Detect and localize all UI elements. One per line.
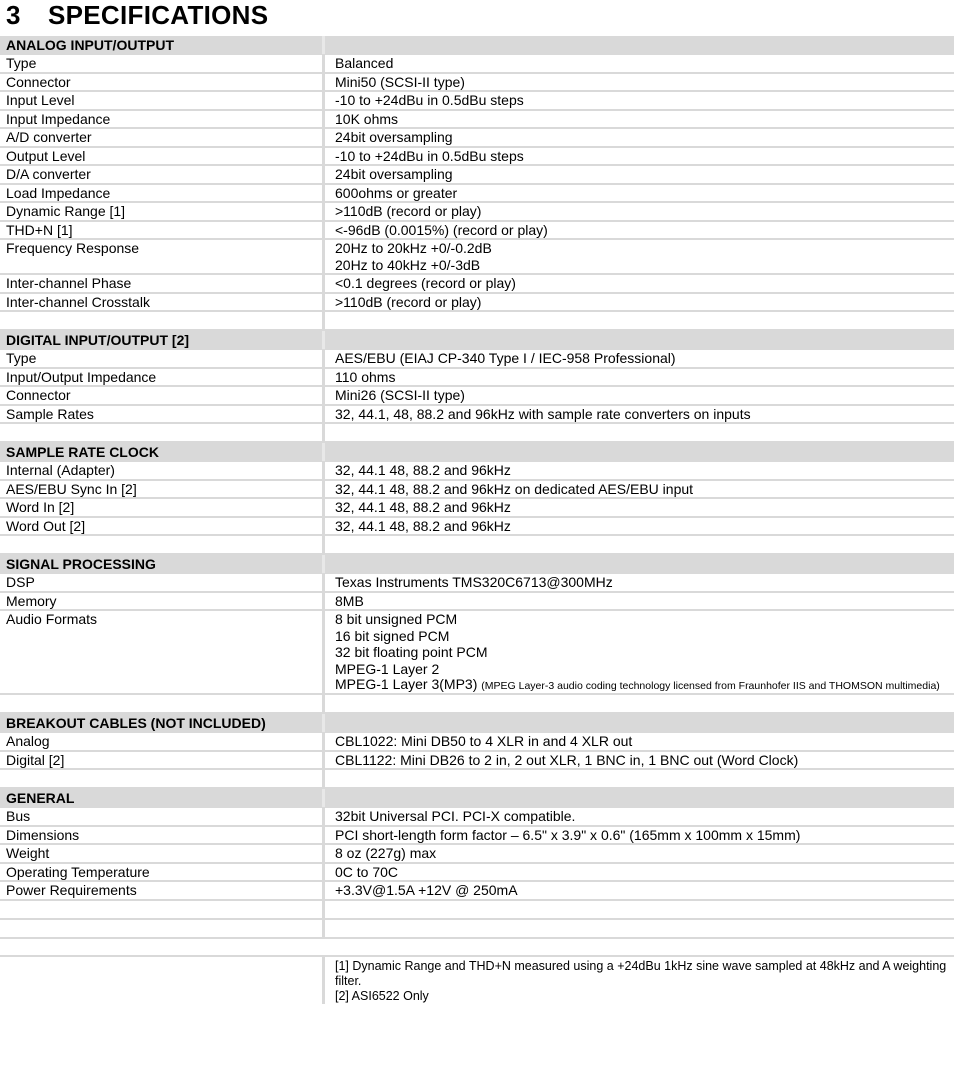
spec-label: Sample Rates — [0, 406, 325, 423]
spec-value — [325, 406, 954, 423]
spec-value — [325, 222, 954, 239]
spec-value-line: AES/EBU (EIAJ CP-340 Type I / IEC-958 Professional) — [335, 350, 676, 366]
spec-row — [0, 203, 954, 222]
spec-label: Bus — [0, 808, 325, 825]
spec-value-line: +3.3V@1.5A +12V @ 250mA — [335, 882, 518, 898]
spec-row — [0, 406, 954, 425]
section-title: BREAKOUT CABLES (NOT INCLUDED) — [0, 714, 325, 732]
footnotes-row — [0, 957, 954, 1004]
footnote: [2] ASI6522 Only — [335, 989, 429, 1003]
spec-label: A/D converter — [0, 129, 325, 146]
spec-label: Input Impedance — [0, 111, 325, 128]
spec-value-line: <-96dB (0.0015%) (record or play) — [335, 221, 548, 238]
section-header — [0, 331, 954, 350]
spec-value — [325, 574, 954, 591]
spec-label: AES/EBU Sync In [2] — [0, 481, 325, 498]
spec-row — [0, 845, 954, 864]
specifications-table — [0, 36, 954, 1004]
spec-row — [0, 593, 954, 612]
spec-row — [0, 240, 954, 275]
spec-label: Type — [0, 350, 325, 367]
section-header-cell — [325, 555, 954, 573]
spec-row — [0, 275, 954, 294]
spec-row — [0, 499, 954, 518]
spec-value — [325, 92, 954, 109]
spec-value — [325, 611, 954, 693]
spec-label: Frequency Response — [0, 240, 325, 273]
spec-value-line: Balanced — [335, 55, 394, 71]
page-title — [6, 0, 268, 30]
spec-row — [0, 166, 954, 185]
blank-cell — [0, 312, 325, 329]
spec-value — [325, 845, 954, 862]
spec-value-line: CBL1022: Mini DB50 to 4 XLR in and 4 XLR out — [335, 733, 633, 749]
spec-value — [325, 275, 954, 292]
spec-label: Inter-channel Crosstalk — [0, 294, 325, 311]
blank-row — [0, 920, 954, 939]
spec-label: Input/Output Impedance — [0, 369, 325, 386]
spec-value — [325, 864, 954, 881]
spec-value — [325, 369, 954, 386]
spec-value-line: 8 oz (227g) max — [335, 845, 437, 861]
spec-row — [0, 574, 954, 593]
spec-value-line: 0C to 70C — [335, 863, 399, 880]
spec-value — [325, 111, 954, 128]
spec-value-line: -10 to +24dBu in 0.5dBu steps — [335, 92, 524, 108]
spec-value-line: MPEG-1 Layer 2 — [335, 660, 440, 677]
blank-row — [0, 770, 954, 789]
spec-value — [325, 593, 954, 610]
spec-value-line: 8 bit unsigned PCM — [335, 611, 458, 627]
spec-label: Analog — [0, 733, 325, 750]
spec-value-line: >110dB (record or play) — [335, 203, 482, 219]
spec-value-line: 32 bit floating point PCM — [335, 644, 488, 660]
spec-value-line: Texas Instruments TMS320C6713@300MHz — [335, 574, 613, 590]
spec-label: Internal (Adapter) — [0, 462, 325, 479]
blank-row — [0, 901, 954, 920]
section-header — [0, 36, 954, 55]
section-title: SPECIFICATIONS — [48, 0, 269, 30]
footnotes-label-cell — [0, 957, 325, 1004]
spec-value-line: 110 ohms — [335, 368, 396, 385]
spec-value — [325, 203, 954, 220]
section-title: GENERAL — [0, 789, 325, 807]
spec-row — [0, 74, 954, 93]
spec-value — [325, 129, 954, 146]
blank-cell — [325, 536, 954, 553]
spec-value — [325, 499, 954, 516]
spec-value-line: 16 bit signed PCM — [335, 627, 450, 644]
section-header — [0, 443, 954, 462]
spec-row — [0, 864, 954, 883]
spec-row — [0, 185, 954, 204]
blank-cell — [325, 424, 954, 441]
spec-value-line: 24bit oversampling — [335, 166, 453, 182]
section-title: SIGNAL PROCESSING — [0, 555, 325, 573]
spec-row — [0, 350, 954, 369]
spec-value — [325, 74, 954, 91]
spec-value — [325, 481, 954, 498]
spec-row — [0, 55, 954, 74]
spec-value-line: 600ohms or greater — [335, 184, 458, 201]
spec-value — [325, 733, 954, 750]
blank-cell — [325, 770, 954, 787]
spec-label: Dynamic Range [1] — [0, 203, 325, 220]
spec-value-line — [335, 677, 954, 693]
section-title: ANALOG INPUT/OUTPUT — [0, 36, 325, 54]
spec-label: Power Requirements — [0, 882, 325, 899]
spec-value-text: MPEG-1 Layer 3(MP3) — [335, 676, 478, 692]
spec-label: THD+N [1] — [0, 222, 325, 239]
spec-label: Output Level — [0, 148, 325, 165]
blank-cell — [0, 770, 325, 787]
spec-label: Load Impedance — [0, 185, 325, 202]
spec-value — [325, 185, 954, 202]
blank-row — [0, 536, 954, 555]
section-header-cell — [325, 443, 954, 461]
spec-label: Connector — [0, 74, 325, 91]
spec-label: Operating Temperature — [0, 864, 325, 881]
spec-value — [325, 148, 954, 165]
spec-value — [325, 462, 954, 479]
spec-label: Weight — [0, 845, 325, 862]
spec-value-line: Mini26 (SCSI-II type) — [335, 387, 465, 403]
spec-value-line: 24bit oversampling — [335, 129, 453, 145]
spec-value-note: (MPEG Layer-3 audio coding technology licensed from Fraunhofer IIS and THOMSON multimedia) — [481, 680, 940, 692]
blank-row — [0, 424, 954, 443]
section-header — [0, 555, 954, 574]
spec-row — [0, 481, 954, 500]
spec-label: Audio Formats — [0, 611, 325, 693]
spec-label: Dimensions — [0, 827, 325, 844]
spec-row — [0, 827, 954, 846]
section-header-cell — [325, 36, 954, 54]
spacer-cell — [322, 939, 954, 956]
spec-value-line: 32, 44.1 48, 88.2 and 96kHz — [335, 499, 511, 515]
blank-cell — [0, 901, 325, 918]
spec-row — [0, 294, 954, 313]
section-header — [0, 789, 954, 808]
blank-cell — [0, 695, 325, 712]
spec-row — [0, 148, 954, 167]
spec-row — [0, 369, 954, 388]
spec-value-line: >110dB (record or play) — [335, 293, 482, 310]
spec-row — [0, 518, 954, 537]
blank-row — [0, 312, 954, 331]
spec-value-line: -10 to +24dBu in 0.5dBu steps — [335, 147, 524, 164]
footnote: [1] Dynamic Range and THD+N measured using a +24dBu 1kHz sine wave sampled at 48kHz and A weighting filter. — [335, 959, 947, 988]
blank-cell — [0, 920, 325, 937]
spec-row — [0, 733, 954, 752]
footnotes — [325, 957, 954, 1004]
spec-label: Inter-channel Phase — [0, 275, 325, 292]
spec-row — [0, 222, 954, 241]
section-title: SAMPLE RATE CLOCK — [0, 443, 325, 461]
spec-label: Word Out [2] — [0, 518, 325, 535]
spec-value — [325, 827, 954, 844]
spec-value-line: PCI short-length form factor – 6.5" x 3.9" x 0.6" (165mm x 100mm x 15mm) — [335, 826, 801, 843]
spec-value — [325, 294, 954, 311]
spec-row — [0, 92, 954, 111]
spec-value — [325, 882, 954, 899]
spec-row — [0, 462, 954, 481]
spec-value-line: 20Hz to 20kHz +0/-0.2dB — [335, 240, 492, 256]
spec-value-line: 32bit Universal PCI. PCI-X compatible. — [335, 808, 576, 824]
section-header-cell — [325, 331, 954, 349]
spec-row — [0, 129, 954, 148]
blank-cell — [0, 536, 325, 553]
spacer-row — [0, 939, 954, 958]
blank-cell — [0, 424, 325, 441]
spec-label: Memory — [0, 593, 325, 610]
blank-row — [0, 695, 954, 714]
blank-cell — [325, 695, 954, 712]
section-number: 3 — [6, 0, 21, 30]
spec-label: D/A converter — [0, 166, 325, 183]
spec-label: Word In [2] — [0, 499, 325, 516]
spec-value — [325, 518, 954, 535]
spec-value-line: 32, 44.1 48, 88.2 and 96kHz on dedicated AES/EBU input — [335, 480, 694, 497]
spec-value — [325, 166, 954, 183]
spec-value — [325, 808, 954, 825]
spec-value-line: 32, 44.1 48, 88.2 and 96kHz — [335, 517, 511, 534]
spec-row — [0, 611, 954, 695]
spec-value — [325, 387, 954, 404]
spec-value — [325, 240, 954, 273]
spec-value-line: CBL1122: Mini DB26 to 2 in, 2 out XLR, 1 BNC in, 1 BNC out (Word Clock) — [335, 751, 799, 768]
spec-row — [0, 808, 954, 827]
spec-value-line: Mini50 (SCSI-II type) — [335, 73, 465, 90]
spec-row — [0, 111, 954, 130]
section-header-cell — [325, 789, 954, 807]
blank-cell — [325, 920, 954, 937]
spec-label: Connector — [0, 387, 325, 404]
spec-value — [325, 350, 954, 367]
section-header-cell — [325, 714, 954, 732]
spec-row — [0, 752, 954, 771]
spec-value-line: 10K ohms — [335, 110, 399, 127]
spec-value-line: 20Hz to 40kHz +0/-3dB — [335, 256, 481, 273]
spec-row — [0, 387, 954, 406]
spec-value-line: 32, 44.1, 48, 88.2 and 96kHz with sample rate converters on inputs — [335, 405, 751, 422]
spec-label: Type — [0, 55, 325, 72]
spec-row — [0, 882, 954, 901]
section-title: DIGITAL INPUT/OUTPUT [2] — [0, 331, 325, 349]
spec-value-line: 32, 44.1 48, 88.2 and 96kHz — [335, 462, 511, 478]
spec-value-line: <0.1 degrees (record or play) — [335, 275, 516, 291]
spec-value — [325, 55, 954, 72]
spacer-cell — [0, 939, 322, 956]
section-header — [0, 714, 954, 733]
blank-cell — [325, 901, 954, 918]
spec-label: Input Level — [0, 92, 325, 109]
spec-label: DSP — [0, 574, 325, 591]
blank-cell — [325, 312, 954, 329]
spec-value-line: 8MB — [335, 592, 364, 609]
spec-value — [325, 752, 954, 769]
spec-label: Digital [2] — [0, 752, 325, 769]
